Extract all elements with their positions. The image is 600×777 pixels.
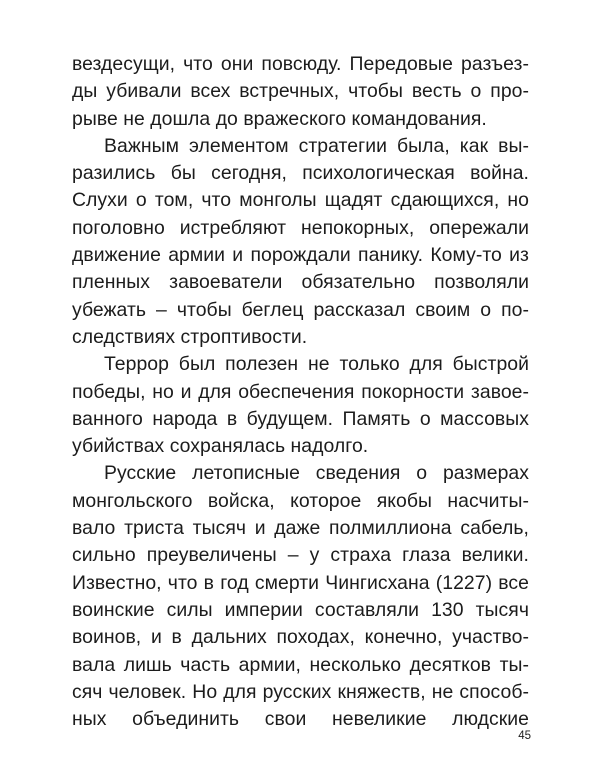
text-line: воинские силы империи составляли 130 тысяч <box>72 598 529 621</box>
text-line: разились бы сегодня, психологическая война. <box>72 162 529 185</box>
text-line: вездесущи, что они повсюду. Передовые разъез- <box>72 53 529 75</box>
text-line: ванного народа в будущем. Память о массовых <box>72 407 529 430</box>
text-line: убийствах сохранялась надолго. <box>72 435 369 458</box>
body-text <box>72 51 529 733</box>
text-line: убежать – чтобы беглец рассказал своим о по- <box>72 298 529 321</box>
text-line: Слухи о том, что монголы щадят сдающихся, но <box>72 189 529 212</box>
text-line: Важным элементом стратегии была, как вы- <box>104 134 529 157</box>
text-line: вала лишь часть армии, несколько десятков ты- <box>72 653 529 676</box>
text-line: сильно преувеличены – у страха глаза велики. <box>72 544 529 567</box>
text-line: движение армии и порождали панику. Кому-то из <box>72 244 529 267</box>
text-line: монгольского войска, которое якобы насчиты- <box>72 489 529 512</box>
text-line: воинов, и в дальних походах, конечно, участво- <box>72 626 529 649</box>
text-line: поголовно истребляют непокорных, опережали <box>72 216 529 239</box>
page-number: 45 <box>518 730 531 742</box>
text-line: рыве не дошла до вражеского командования. <box>72 107 487 130</box>
text-line: следствиях строптивости. <box>72 325 308 348</box>
text-line: пленных завоеватели обязательно позволяли <box>72 271 529 294</box>
text-line: Русские летописные сведения о размерах <box>104 462 529 485</box>
text-line: ных объединить свои невеликие людские <box>72 708 529 731</box>
text-line: победы, но и для обеспечения покорности завое- <box>72 380 529 403</box>
text-line: сяч человек. Но для русских княжеств, не способ- <box>72 680 529 703</box>
text-line: Террор был полезен не только для быстрой <box>104 353 529 376</box>
text-line: Известно, что в год смерти Чингисхана (1227) все <box>72 571 529 594</box>
text-line: вало триста тысяч и даже полмиллиона сабель, <box>72 517 529 540</box>
text-line: ды убивали всех встречных, чтобы весть о про- <box>72 80 529 103</box>
